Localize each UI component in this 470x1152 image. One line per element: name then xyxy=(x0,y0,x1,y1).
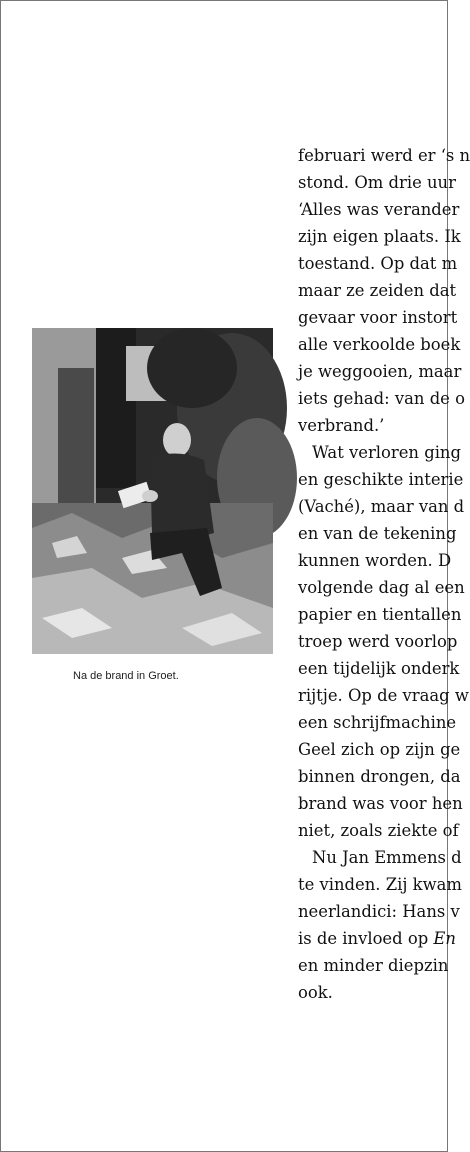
text-line-content: (Vaché), maar van d xyxy=(298,497,465,516)
text-line xyxy=(298,250,458,277)
figure-caption: Na de brand in Groet. xyxy=(73,670,179,682)
text-line xyxy=(298,925,456,952)
text-line xyxy=(298,628,458,655)
text-line xyxy=(298,898,460,925)
text-line xyxy=(298,763,461,790)
text-line xyxy=(298,331,461,358)
text-line-content: rijtje. Op de vraag w xyxy=(298,686,469,705)
text-line xyxy=(298,169,456,196)
text-line xyxy=(298,709,457,736)
text-line-content: gevaar voor instort xyxy=(298,308,458,327)
text-line xyxy=(298,520,457,547)
text-line-content: een schrijfmachine xyxy=(298,713,457,732)
text-line xyxy=(298,547,452,574)
photo-illustration xyxy=(32,328,273,654)
text-line xyxy=(298,358,462,385)
text-line xyxy=(298,790,463,817)
text-line-content: alle verkoolde boek xyxy=(298,335,461,354)
text-line-content: stond. Om drie uur xyxy=(298,173,456,192)
text-line xyxy=(298,466,464,493)
text-line-content: Nu Jan Emmens d xyxy=(312,848,462,867)
text-line xyxy=(298,277,457,304)
text-line xyxy=(298,736,461,763)
text-line-content: ook. xyxy=(298,983,333,1002)
text-line-content: is de invloed op xyxy=(298,929,434,948)
text-line-content: binnen drongen, da xyxy=(298,767,461,786)
text-line-content: troep werd voorlop xyxy=(298,632,458,651)
text-line xyxy=(298,493,465,520)
text-line xyxy=(298,412,448,439)
text-line xyxy=(298,844,462,871)
text-line xyxy=(298,817,459,844)
text-line xyxy=(298,871,462,898)
text-line xyxy=(298,142,470,169)
text-line xyxy=(298,601,462,628)
text-line-content: en minder diepzin xyxy=(298,956,449,975)
text-line-content: volgende dag al een xyxy=(298,578,465,597)
text-line xyxy=(298,304,458,331)
text-line-content: Geel zich op zijn ge xyxy=(298,740,461,759)
text-line xyxy=(298,655,460,682)
text-line-content: brand was voor hen xyxy=(298,794,463,813)
text-line-content: februari werd er ‘s n xyxy=(298,146,470,165)
text-line-content: papier en tientallen xyxy=(298,605,462,624)
text-line-content: en geschikte interie xyxy=(298,470,464,489)
text-line xyxy=(298,223,461,250)
text-line xyxy=(298,574,465,601)
body-text-column xyxy=(298,142,470,1006)
text-line-content: een tijdelijk onderk xyxy=(298,659,460,678)
text-line xyxy=(298,439,461,466)
text-line xyxy=(298,979,448,1006)
text-line-content: iets gehad: van de o xyxy=(298,389,465,408)
text-line-content: neerlandici: Hans v xyxy=(298,902,460,921)
text-line-content: toestand. Op dat m xyxy=(298,254,458,273)
text-line xyxy=(298,952,448,979)
text-line-content: en van de tekening xyxy=(298,524,457,543)
italic-title-fragment: En xyxy=(433,929,456,948)
text-line-content: ‘Alles was verander xyxy=(298,200,460,219)
text-line-content: kunnen worden. D xyxy=(298,551,452,570)
text-line xyxy=(298,385,465,412)
text-line-content: maar ze zeiden dat xyxy=(298,281,457,300)
text-line-content: je weggooien, maar xyxy=(298,362,462,381)
text-line-content: te vinden. Zij kwam xyxy=(298,875,462,894)
photo-after-fire xyxy=(32,328,273,654)
text-line xyxy=(298,196,460,223)
text-line xyxy=(298,682,469,709)
text-line-content: niet, zoals ziekte of xyxy=(298,821,459,840)
text-line-content: Wat verloren ging xyxy=(312,443,461,462)
text-line-content: zijn eigen plaats. Ik xyxy=(298,227,461,246)
text-line-content: verbrand.’ xyxy=(298,416,385,435)
